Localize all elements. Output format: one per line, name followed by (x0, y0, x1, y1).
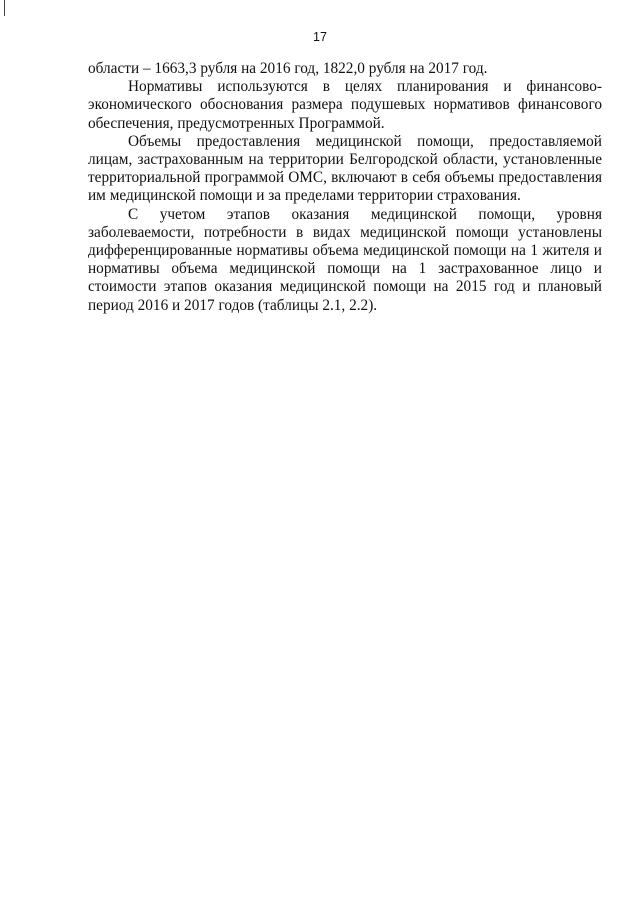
paragraph-differentiated-normatives: С учетом этапов оказания медицинской помощи, уровня заболеваемости, потребности в видах медицинской помощи установлены дифференцированные нормативы объема медицинской помощи на 1 жителя и нормативы объема медицинской помощи на 1 застрахованное лицо и стоимости этапов оказания медицинской помощи на 2015 год и плановый период 2016 и 2017 годов (таблицы 2.1, 2.2). (88, 205, 602, 314)
document-body (88, 60, 602, 315)
scan-edge-mark (4, 0, 5, 16)
paragraph-continuation: области – 1663,3 рубля на 2016 год, 1822,0 рубля на 2017 год. (88, 60, 488, 77)
page-number: 17 (313, 30, 327, 44)
paragraph-normatives-usage: Нормативы используются в целях планирования и финансово-экономического обоснования размера подушевых нормативов финансового обеспечения, предусмотренных Программой. (88, 78, 602, 132)
paragraph-care-volumes: Объемы предоставления медицинской помощи, предоставляемой лицам, застрахованным на территории Белгородской области, установленные территориальной программой ОМС, включают в себя объемы предоставления им медицинской помощи и за пределами территории страхования. (88, 132, 602, 205)
